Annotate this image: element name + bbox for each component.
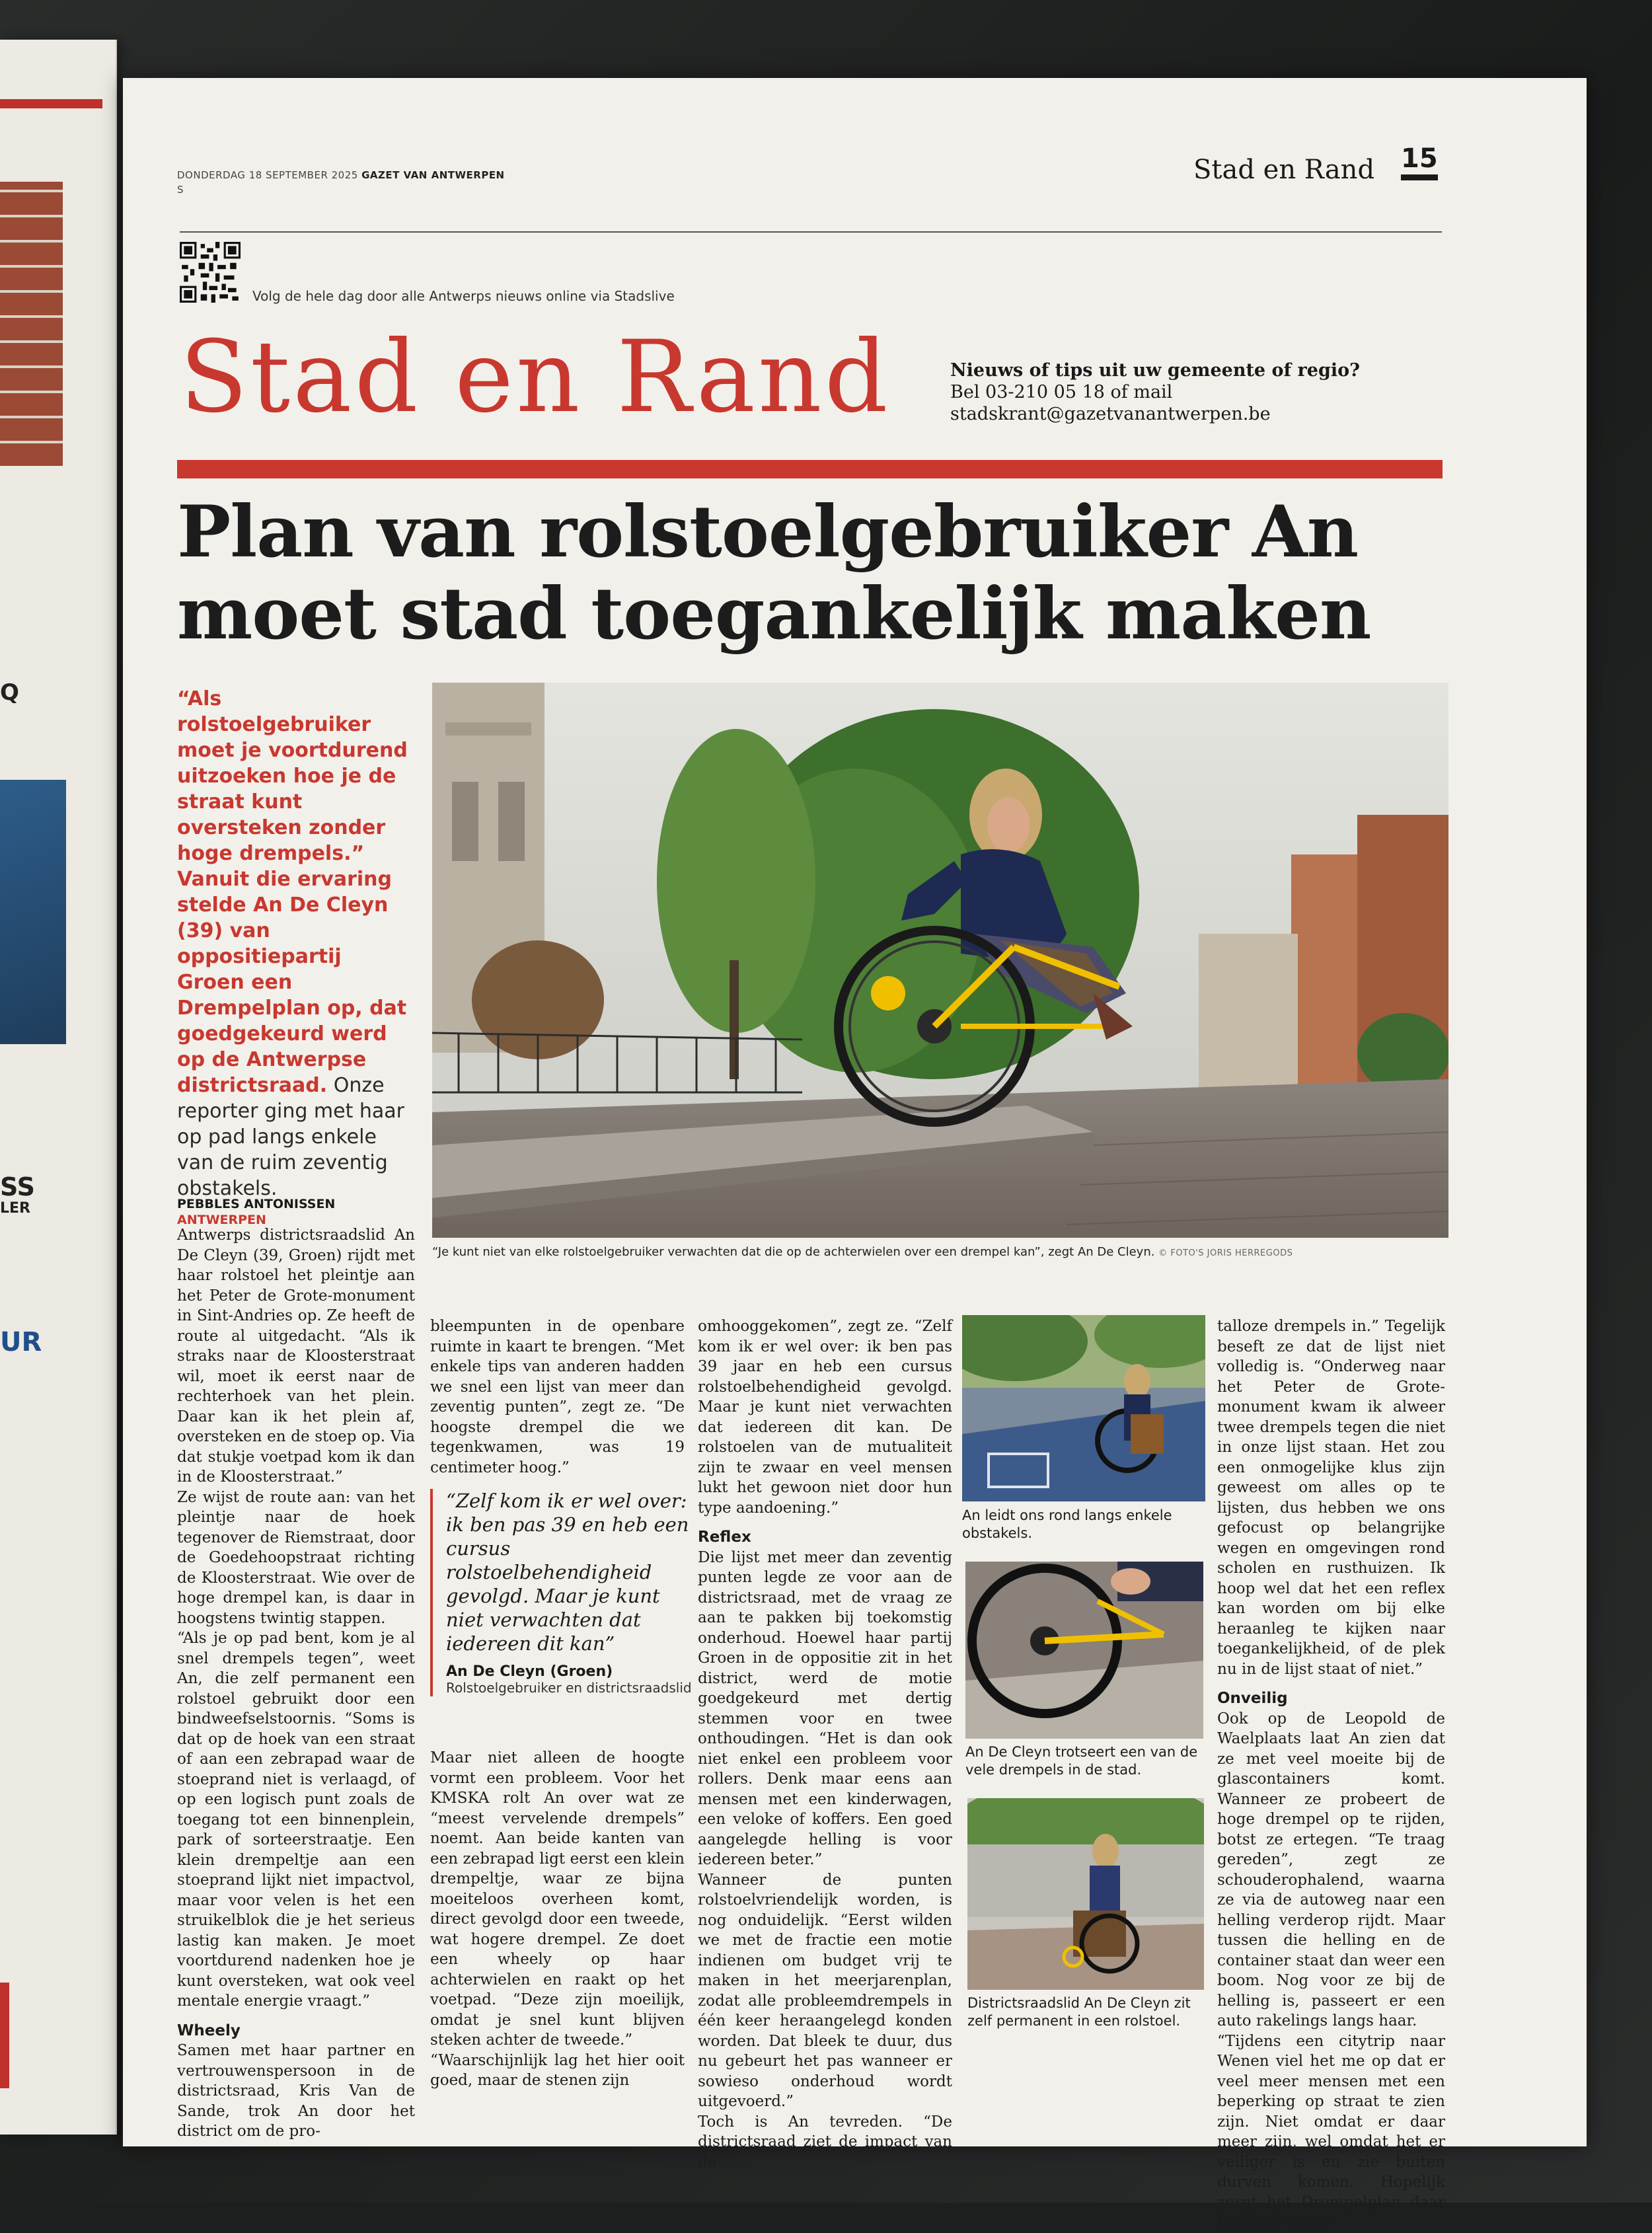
text-column-1: [177, 1225, 415, 2142]
adjacent-page: [0, 40, 117, 2135]
main-photo: [432, 683, 1448, 1238]
newspaper-page: [123, 78, 1587, 2231]
top-rule: [180, 231, 1442, 233]
paragraph: “Waarschijnlijk lag het hier ooit goed, maar de stenen zijn: [430, 2051, 685, 2089]
photo-street: [962, 1315, 1205, 1501]
byline-city: ANTWERPEN: [177, 1213, 266, 1227]
paragraph: Ook op de Leopold de Waelplaats laat An zien dat ze met veel moeite bij de glascontainers komt. Wanneer ze probeert de hoge drempel op te rijden, botst ze ertegen. “Te traag gereden”, zegt ze schouderophalend, waarna ze via de autoweg naar een helling verderop rijdt. Maar tussen die helling en de container staat dan weer een boom. Nog voor ze bij de helling is, passeert er een auto rakelings langs haar.: [1217, 1710, 1445, 2029]
qr-code-icon[interactable]: [180, 242, 241, 303]
adjacent-red-bar: [0, 99, 102, 108]
page-number: 15: [1401, 145, 1438, 180]
contact-question: Nieuws of tips uit uw gemeente of regio?: [950, 360, 1360, 381]
paragraph: Toch is An tevreden. “De districtsraad ziet de impact van de: [698, 2113, 952, 2171]
adjacent-photo-brick: [0, 182, 63, 466]
subheading: Wheely: [177, 2022, 241, 2039]
subheading: Onveilig: [1217, 1690, 1288, 1707]
adjacent-fragment: Q: [0, 679, 19, 706]
paragraph: Die lijst met meer dan zeventig punten legde ze voor aan de districtsraad, met de vraag ze aan te pakken bij toekomstig onderhoud. Hoewel haar partij Groen in de oppositie zit in het district, werd de motie goedgekeurd met dertig stemmen voor en twee onthoudingen. “Het is dan ook niet enkel een probleem voor rollers. Denk maar eens aan mensen met een kinderwagen, een veloke of koffers. Een goed aangelegde helling is voor iedereen beter.”: [698, 1548, 952, 1868]
photo-portrait: [967, 1798, 1204, 1990]
photo-wheel-closeup: [965, 1562, 1203, 1739]
paragraph: “Tijdens een citytrip naar Wenen viel het me op dat er veel meer mensen met een beperking op straat te zien zijn. Niet omdat er daar meer zijn, wel omdat het er veiliger is en zie buiten durven komen. Hopelijk zorgt het Drempelplan daar hier ook voor.”: [1217, 2032, 1445, 2231]
text-column-3: [698, 1316, 952, 2172]
text-column-5: [1217, 1316, 1445, 2233]
paragraph: “Als je op pad bent, kom je al snel drempels tegen”, weet An, die zelf permanent een rolstoel gebruikt door een bindweefselstoornis. “Soms is dat op de hoek van een straat of aan een zebrapad waar de stoeprand niet is verlaagd, of op een logisch punt zoals de toegang tot een binnenplein, park of sorteerstraatje. Een klein drempeltje aan een stoeprand lijkt niet impactvol, maar voor velen is het een struikelblok die je het serieus lastig kan maken. Je moet voortdurend nadenken hoe je kunt oversteken, wat ook veel mentale energie vraagt.”: [177, 1630, 415, 2010]
folio-section: Stad en Rand: [1193, 155, 1375, 185]
adjacent-fragment: LER: [0, 1200, 30, 1217]
pull-quote: [430, 1489, 700, 1696]
text-column-2-top: [430, 1316, 685, 1478]
folio-edition: S: [177, 184, 184, 196]
article-headline: Plan van rolstoelgebruiker An moet stad toegankelijk maken: [177, 490, 1371, 656]
text-column-2-bottom: [430, 1748, 685, 2091]
adjacent-fragment: UR: [0, 1327, 42, 1357]
adjacent-photo-blue: [0, 780, 66, 1044]
photo-caption: An leidt ons rond langs enkele obstakels.: [962, 1507, 1172, 1541]
byline-author: PEBBLES ANTONISSEN: [177, 1197, 336, 1211]
adjacent-red-mark: [0, 1983, 9, 2088]
paragraph: Wanneer de punten rolstoelvriendelijk worden, is nog onduidelijk. “Eerst wilden we met de fractie een motie indienen om budget vrij te maken in het meerjarenplan, zodat alle probleemdrempels in één keer heraangelegd konden worden. Dat bleek te duur, dus nu gebeurt het pas wanneer er sowieso onderhoud wordt uitgevoerd.”: [698, 1871, 952, 2110]
section-rule: [177, 460, 1443, 478]
byline: [177, 1196, 335, 1228]
photo-credit: © FOTO'S JORIS HERREGODS: [1158, 1248, 1293, 1258]
photo-caption: Districtsraadslid An De Cleyn zit zelf permanent in een rolstoel.: [967, 1995, 1191, 2029]
section-title: Stad en Rand: [180, 320, 891, 435]
article-intro: [177, 686, 412, 1201]
contact-phone: Bel 03-210 05 18 of mail: [950, 382, 1173, 402]
pull-quote-author: An De Cleyn (Groen): [446, 1663, 613, 1680]
pull-quote-text: “Zelf kom ik er wel over: ik ben pas 39 en heb een cursus rolstoelbehendigheid gevolgd. Maar je kunt niet verwachten dat iedereen dit kan”: [446, 1490, 689, 1655]
paragraph: talloze drempels in.” Tegelijk beseft ze dat de lijst niet volledig is. “Onderweg naar het Peter de Grote-monument kwam ik alweer twee drempels tegen die niet in onze lijst staan. Het zou een onmogelijke klus zijn geweest om alles op te lijsten, dus hebben we ons gefocust op belangrijke wegen en omgevingen rond scholen en rusthuizen. Ik hoop wel dat het een reflex kan worden om bij elke heraanleg te kijken naar toegankelijkheid, of de plek nu in de lijst staat of niet.”: [1217, 1318, 1445, 1678]
paragraph: Antwerps districtsraadslid An De Cleyn (39, Groen) rijdt met haar rolstoel het pleintje aan het Peter de Grote-monument in Sint-Andries op. Ze heeft de route al uitgedacht. “Als ik straks naar de Kloosterstraat wil, moet ik eerst naar de rechterhoek van het plein. Daar kan ik het plein af, oversteken en de stoep op. Via dat stukje voetpad kom ik dan in de Kloosterstraat.”: [177, 1227, 415, 1486]
contact-email: stadskrant@gazetvanantwerpen.be: [950, 404, 1271, 424]
intro-lead: “Als rolstoelgebruiker moet je voortdurend uitzoeken hoe je de straat kunt oversteken zonder hoge drempels.” Vanuit die ervaring stelde An De Cleyn (39) van oppositiepartij Groen een Drempelplan op, dat goedgekeurd werd op de Antwerpse districtsraad.: [177, 687, 408, 1097]
paragraph: bleempunten in de openbare ruimte in kaart te brengen. “Met enkele tips van anderen hadden we snel een lijst van meer dan zeventig punten”, zegt ze. “De hoogste drempel die we tegenkwamen, was 19 centimeter hoog.”: [430, 1318, 685, 1476]
pull-quote-role: Rolstoelgebruiker en districtsraadslid: [446, 1680, 692, 1696]
photo-caption: An De Cleyn trotseert een van de vele drempels in de stad.: [965, 1744, 1198, 1778]
paragraph: Ze wijst de route aan: van het pleintje naar de hoek tegenover de Riemstraat, door de Goedehoopstraat richting de Kloosterstraat. Wie over de hoge drempel kan, is daar in hoogstens twintig stappen.: [177, 1488, 415, 1627]
paragraph: omhooggekomen”, zegt ze. “Zelf kom ik er wel over: ik ben pas 39 jaar en heb een cursus rolstoelbehendigheid gevolgd. Maar je kunt niet verwachten dat iedereen dit kan. De rolstoelen van de mutualiteit zijn te zwaar en veel mensen lukt het gewoon niet door hun type aandoening.”: [698, 1318, 952, 1517]
subheading: Reflex: [698, 1529, 751, 1546]
live-promo-text: Volg de hele dag door alle Antwerps nieuws online via Stadslive: [252, 288, 675, 304]
main-photo-caption: “Je kunt niet van elke rolstoelgebruiker verwachten dat die op de achterwielen over een drempel kan”, zegt An De Cleyn. © FOTO'S JORIS HERREGODS: [432, 1245, 1293, 1259]
folio-date: DONDERDAG 18 SEPTEMBER 2025 GAZET VAN ANTWERPEN: [177, 169, 505, 181]
paragraph: Maar niet alleen de hoogte vormt een probleem. Voor het KMSKA rolt An over wat ze “meest vervelende drempels” noemt. Aan beide kanten van een zebrapad ligt eerst een klein drempeltje, waar ze bijna moeiteloos overheen komt, direct gevolgd door een tweede, wat hogere drempel. Ze doet een wheely op haar achterwielen en raakt op het voetpad. “Deze zijn moeilijk, omdat je snel kunt blijven steken achter de tweede.”: [430, 1749, 685, 2049]
paragraph: Samen met haar partner en vertrouwenspersoon in de districtsraad, Kris Van de Sande, trok An door het district om de pro-: [177, 2042, 415, 2140]
contact-block: [950, 360, 1360, 425]
intro-tail: Onze reporter ging met haar op pad langs enkele van de ruim zeventig obstakels.: [177, 1074, 405, 1200]
adjacent-fragment: SS: [0, 1172, 36, 1201]
